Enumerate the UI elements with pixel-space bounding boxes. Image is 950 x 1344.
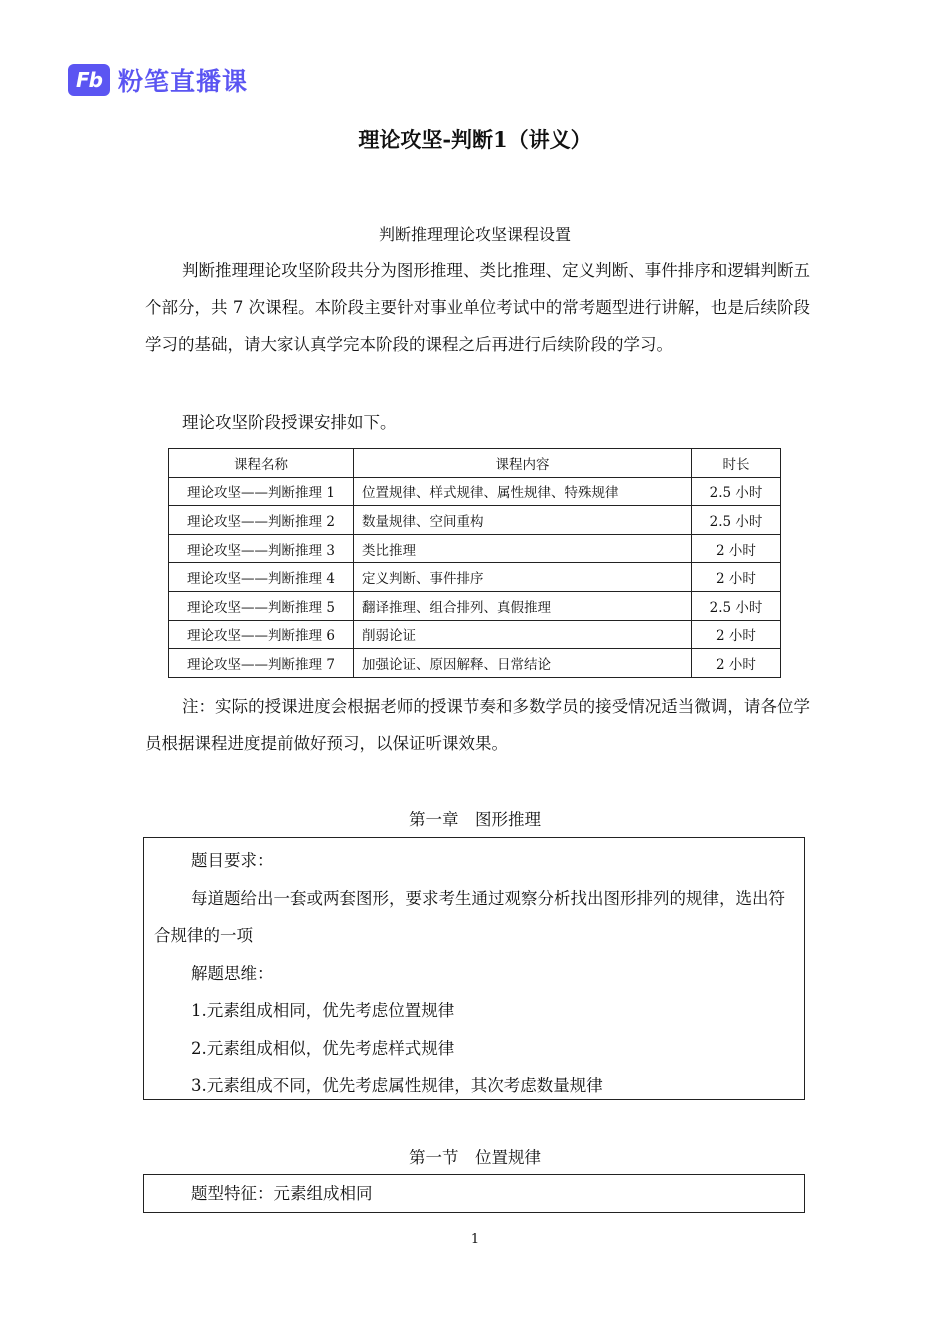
thinking-label: 解题思维： [191,963,274,983]
course-duration: 2.5 小时 [692,591,781,620]
course-name: 理论攻坚——判断推理 3 [169,534,354,563]
course-setup-heading: 判断推理理论攻坚课程设置 [378,225,571,244]
intro-paragraph: 判断推理理论攻坚阶段共分为图形推理、类比推理、定义判断、事件排序和逻辑判断五个部分，共 7 次课程。本阶段主要针对事业单位考试中的常考题型进行讲解，也是后续阶段学习的基础，请大家认真学完本阶段的课程之后再进行后续阶段的学习。 [145,261,810,354]
header-course-name: 课程名称 [169,449,354,478]
schedule-intro: 理论攻坚阶段授课安排如下。 [182,413,397,432]
course-content: 翻译推理、组合排列、真假推理 [354,591,692,620]
page-number: 1 [470,1232,480,1247]
course-content: 加强论证、原因解释、日常结论 [354,649,692,678]
course-name: 理论攻坚——判断推理 5 [169,591,354,620]
schedule-note: 注：实际的授课进度会根据老师的授课节奏和多数学员的接受情况适当微调，请各位学员根据课程进度提前做好预习，以保证听课效果。 [145,697,810,753]
requirements-label: 题目要求： [191,851,274,870]
chapter-heading: 第一章 图形推理 [409,810,541,829]
course-content: 位置规律、样式规律、属性规律、特殊规律 [354,477,692,506]
document-title: 理论攻坚-判断1（讲义） [358,127,592,152]
table-row [169,563,781,592]
course-duration: 2 小时 [692,563,781,592]
table-row [169,534,781,563]
table-row [169,620,781,649]
table-row [169,477,781,506]
course-duration: 2.5 小时 [692,506,781,535]
table-row [169,591,781,620]
course-name: 理论攻坚——判断推理 4 [169,563,354,592]
brand-logo [68,62,248,98]
table-row [169,506,781,535]
course-name: 理论攻坚——判断推理 7 [169,649,354,678]
chapter-requirements-box [143,837,805,1100]
thinking-item: 2.元素组成相似，优先考虑样式规律 [191,1038,455,1058]
course-schedule-table [168,448,781,678]
course-content: 削弱论证 [354,620,692,649]
thinking-item: 1.元素组成相同，优先考虑位置规律 [191,1001,455,1020]
course-content: 定义判断、事件排序 [354,563,692,592]
course-content: 类比推理 [354,534,692,563]
course-name: 理论攻坚——判断推理 6 [169,620,354,649]
header-course-content: 课程内容 [354,449,692,478]
brand-logo-icon: Fb [68,64,110,96]
brand-name: 粉笔直播课 [118,67,249,96]
table-header-row [169,449,781,478]
header-duration: 时长 [692,449,781,478]
course-content: 数量规律、空间重构 [354,506,692,535]
course-duration: 2 小时 [692,649,781,678]
section-feature-text: 题型特征：元素组成相同 [191,1184,373,1203]
course-duration: 2 小时 [692,620,781,649]
course-name: 理论攻坚——判断推理 2 [169,506,354,535]
thinking-item: 3.元素组成不同，优先考虑属性规律，其次考虑数量规律 [191,1076,603,1095]
course-duration: 2 小时 [692,534,781,563]
course-duration: 2.5 小时 [692,477,781,506]
requirements-text: 每道题给出一套或两套图形，要求考生通过观察分析找出图形排列的规律，选出符合规律的一项 [154,888,785,945]
course-name: 理论攻坚——判断推理 1 [169,477,354,506]
section-heading: 第一节 位置规律 [409,1148,541,1167]
table-row [169,649,781,678]
section-feature-box [143,1174,805,1213]
